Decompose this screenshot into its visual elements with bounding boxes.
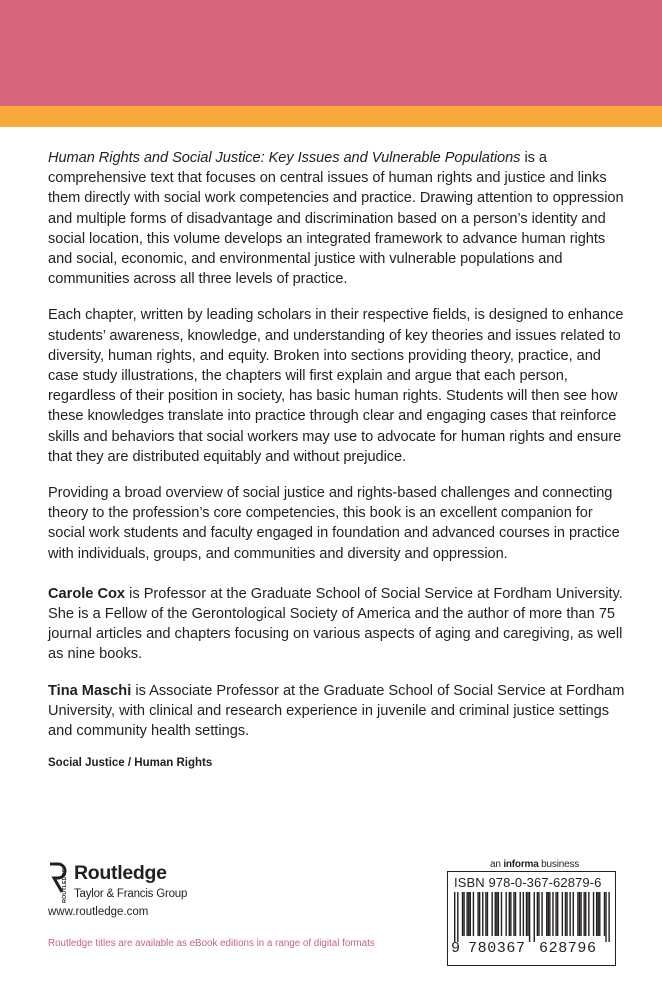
barcode-digits-right: 628796 [539, 940, 597, 957]
barcode-bar [598, 892, 599, 936]
barcode-bar [491, 892, 492, 936]
book-title: Human Rights and Social Justice: Key Issues and Vulnerable Populations [48, 150, 521, 166]
barcode-bar [527, 892, 528, 936]
barcode-bar [498, 892, 499, 936]
barcode-bar [509, 892, 510, 936]
barcode-digits-left: 780367 [468, 940, 526, 957]
barcode-bar [510, 892, 511, 936]
author-bio-2 [48, 681, 630, 742]
back-cover-text [48, 148, 630, 769]
barcode-bar [605, 892, 606, 942]
barcode-bar [557, 892, 558, 936]
top-color-band [0, 0, 662, 106]
barcode-bar [462, 892, 463, 936]
barcode-bar [479, 892, 480, 936]
barcode-bar [577, 892, 578, 936]
publisher-group: Taylor & Francis Group [74, 888, 188, 900]
barcode-bar [466, 892, 467, 936]
informa-tagline [490, 859, 579, 870]
barcode-bar [523, 892, 524, 936]
barcode-bar [580, 892, 581, 936]
isbn-label: ISBN 978-0-367-62879-6 [454, 875, 602, 890]
barcode-bar [579, 892, 580, 936]
author-name: Carole Cox [48, 585, 126, 602]
barcode-bar [526, 892, 527, 936]
barcode-bar [596, 892, 597, 936]
barcode-bar [505, 892, 506, 936]
barcode-bar [534, 892, 535, 942]
barcode-bar [477, 892, 478, 936]
barcode-bar [552, 892, 553, 936]
isbn-barcode-box [447, 871, 616, 966]
barcode-bar [538, 892, 539, 936]
logo-vertical-text: ROUTLEDGE [62, 868, 68, 903]
orange-stripe [0, 106, 662, 127]
barcode-bar [549, 892, 550, 936]
informa-suffix: business [538, 859, 580, 870]
barcode-bar [487, 892, 488, 936]
description-paragraph-2: Each chapter, written by leading scholars in their respective fields, is designed to enhance students’ awareness, knowledge, and understanding of key theories and issues related to diversity, human rights, and equity. Broken into sections providing theory, practice, and case study illustrations, the chapters will first explain and argue that each person, regardless of their position in society, has basic human rights. Students will then see how these knowledges translate into practice through clear and engaging cases that reinforce skills and behaviors that social workers may use to advocate for human rights and ensure that they are distributed equitably and without prejudice. [48, 307, 624, 465]
description-paragraph-1 [48, 148, 630, 289]
barcode-bar [468, 892, 469, 936]
barcode-bar [604, 892, 605, 936]
barcode-bar [546, 892, 547, 936]
barcode-bar [583, 892, 584, 936]
barcode-bar [515, 892, 516, 936]
barcode-bar [495, 892, 496, 936]
barcode-bar [529, 892, 530, 942]
barcode-bar [565, 892, 566, 936]
barcode-bar [457, 892, 458, 942]
barcode-bar [588, 892, 589, 936]
barcode-bar [501, 892, 502, 936]
barcode-bar [470, 892, 471, 936]
informa-brand: informa [503, 859, 539, 870]
publisher-name: Routledge [74, 862, 167, 884]
routledge-logo-icon [48, 862, 68, 904]
barcode-bar [454, 892, 455, 942]
barcode-bar [520, 892, 521, 936]
informa-prefix: an [490, 859, 504, 870]
barcode-bar [463, 892, 464, 936]
barcode-bar [562, 892, 563, 936]
barcode-bar [593, 892, 594, 936]
description-paragraph-3: Providing a broad overview of social justice and rights-based challenges and connecting theory to the profession’s core competencies, this book is an excellent companion for social work students and faculty engaged in foundation and advanced courses in practice with individuals, groups, and communities and diversity and oppression. [48, 485, 620, 562]
barcode-bar [548, 892, 549, 936]
description-text: is a comprehensive text that focuses on central issues of human rights and justice and links them directly with social work competencies and practice. Drawing attention to oppression and multiple forms of disadvantage and discrimination based on a person’s identity and social location, this volume develops an integrated framework to advance human rights and social, economic, and environmental justice with vulnerable populations and communities across all three levels of practice. [48, 150, 624, 288]
author-bio-text: is Associate Professor at the Graduate School of Social Service at Fordham University, with clinical and research experience in juvenile and criminal justice settings and community health settings. [48, 682, 625, 740]
barcode-bar [599, 892, 600, 936]
barcode-bar [537, 892, 538, 936]
author-name: Tina Maschi [48, 682, 132, 699]
subject-category: Social Justice / Human Rights [48, 757, 213, 770]
barcode-bar [513, 892, 514, 936]
barcode-bar [482, 892, 483, 936]
ebook-note: Routledge titles are available as eBook editions in a range of digital formats [48, 938, 375, 949]
barcode-bar [573, 892, 574, 936]
barcode-bar [585, 892, 586, 936]
barcode-bar [608, 892, 609, 942]
barcode [454, 892, 610, 942]
routledge-logo [48, 862, 248, 908]
barcode-bar [566, 892, 567, 936]
barcode-bar [555, 892, 556, 936]
author-bio-1 [48, 584, 630, 665]
publisher-website: www.routledge.com [48, 906, 149, 918]
barcode-bar [496, 892, 497, 936]
barcode-bar [485, 892, 486, 936]
barcode-digit-first: 9 [451, 940, 461, 957]
barcode-bar [473, 892, 474, 936]
barcode-bar [541, 892, 542, 936]
barcode-bar [569, 892, 570, 936]
author-bio-text: is Professor at the Graduate School of Social Service at Fordham University. She is a Fellow of the Gerontological Society of America and the author of more than 75 journal articles and chapters focusing on various aspects of aging and caregiving, as well as nine books. [48, 585, 623, 663]
